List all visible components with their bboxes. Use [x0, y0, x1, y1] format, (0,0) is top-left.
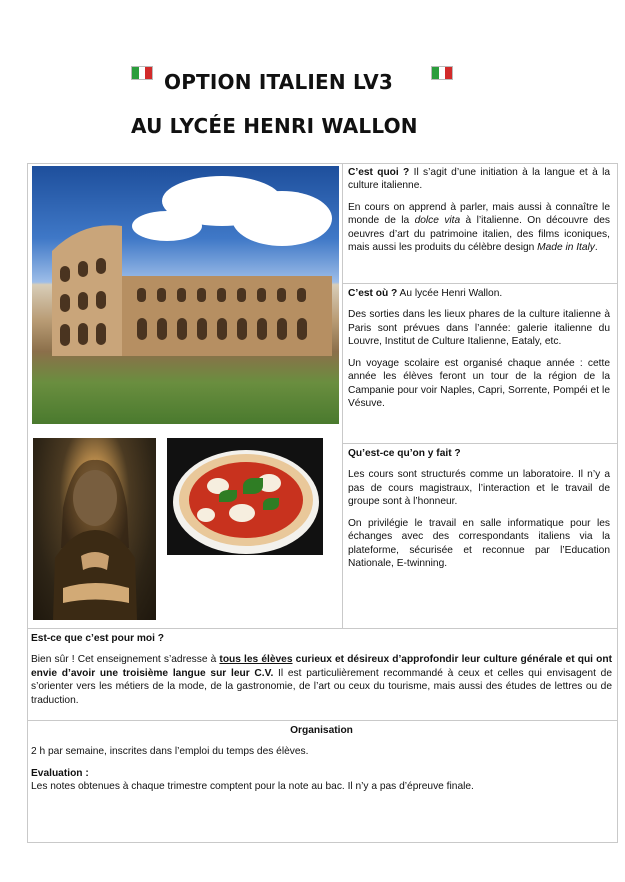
- colosseum-image: [32, 166, 339, 424]
- paragraph: Un voyage scolaire est organisé chaque année : cette année les élèves feront un tour de la région de la Campanie pour voir Naples, Capri, Sorrente, Pompéi et le Vésuve.: [348, 357, 610, 410]
- section-quest-ce-quon-y-fait: [348, 447, 610, 579]
- colosseum-arches: [42, 206, 332, 356]
- paragraph: En cours on apprend à parler, mais aussi à connaître le monde de la dolce vita à l’italienne. On découvre des oeuvres d’art du patrimoine italien, des films iconiques, mais aussi les produits du célèbre design Made in Italy.: [348, 201, 610, 254]
- section-cest-quoi: [348, 166, 610, 263]
- section-heading: Qu’est-ce qu’on y fait ?: [348, 448, 461, 459]
- column-divider: [342, 163, 343, 628]
- paragraph: 2 h par semaine, inscrites dans l’emploi du temps des élèves.: [31, 746, 309, 758]
- paragraph: Il s’agit d’une initiation à la langue et à la culture italienne.: [348, 167, 610, 192]
- paragraph: Au lycée Henri Wallon.: [399, 288, 503, 299]
- row-divider: [342, 443, 618, 444]
- pizza-image: [167, 438, 323, 555]
- evaluation-heading: Evaluation :: [31, 767, 89, 779]
- mona-lisa-image: [33, 438, 156, 620]
- title-line-2: [0, 111, 625, 141]
- page-subtitle: AU LYCÉE HENRI WALLON: [131, 114, 418, 138]
- section-heading: C’est où ?: [348, 288, 398, 299]
- row-divider: [27, 720, 618, 721]
- paragraph: Les cours sont structurés comme un laboratoire. Il n’y a pas de cours magistraux, l’interaction et le travail de groupe sont à l’honneur.: [348, 469, 610, 508]
- italian-flag-icon: [131, 66, 153, 80]
- paragraph: On privilégie le travail en salle informatique pour les échanges avec des correspondants italiens via la plateforme, sécurisée et reconnue par l’Education Nationale, E-twinning.: [348, 517, 610, 570]
- section-cest-ou: [348, 287, 610, 419]
- italian-flag-icon: [431, 66, 453, 80]
- title-line-1: [0, 66, 625, 100]
- paragraph: Les notes obtenues à chaque trimestre comptent pour la note au bac. Il n’y a pas d’épreuve finale.: [31, 781, 474, 793]
- section-heading: Organisation: [290, 725, 353, 736]
- section-organisation: [31, 724, 612, 802]
- section-heading: Est-ce que c’est pour moi ?: [31, 633, 165, 644]
- section-est-ce-pour-moi: [31, 632, 612, 715]
- paragraph: Des sorties dans les lieux phares de la culture italienne à Paris sont prévues dans l’année: galerie italienne du Louvre, Institut de Culture Italienne, Eataly, etc.: [348, 309, 610, 348]
- page-title: OPTION ITALIEN LV3: [164, 70, 393, 94]
- row-divider: [27, 628, 618, 629]
- section-heading: C’est quoi ?: [348, 167, 410, 178]
- paragraph: Bien sûr ! Cet enseignement s’adresse à tous les élèves curieux et désireux d’approfondir leur culture générale et qui ont envie d’avoir une troisième langue sur leur C.V. Il est particulièrement recommandé à ceux et celles qui envisagent de s’orienter vers les métiers de la mode, de la gastronomie, de l’art ou ceux du tourisme, mais aussi des études de lettres ou de traduction.: [31, 654, 612, 706]
- row-divider: [342, 283, 618, 284]
